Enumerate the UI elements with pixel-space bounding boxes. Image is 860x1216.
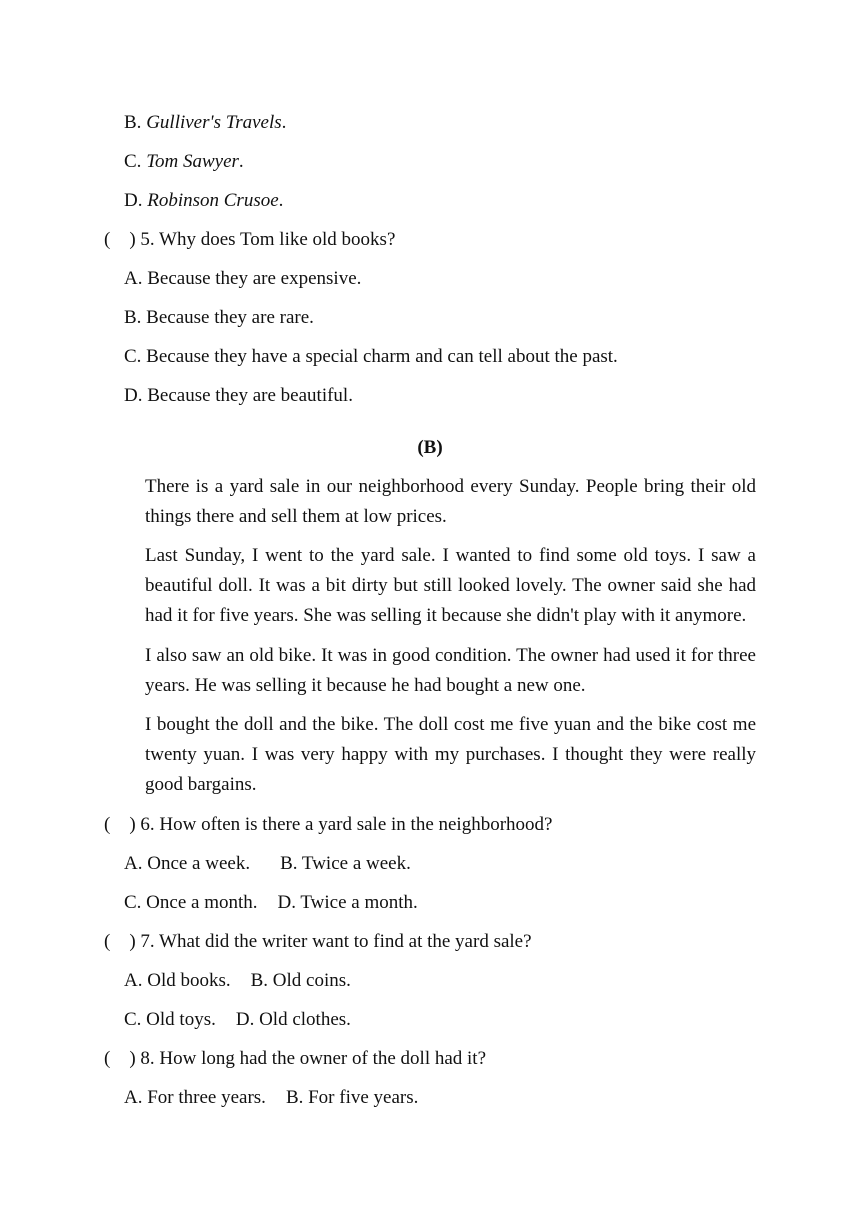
passage-paragraph-3: [104, 641, 756, 701]
q8-options-row-1: [124, 1088, 418, 1107]
option-b-prev: [124, 113, 286, 132]
q5-option-c: C. Because they have a special charm and can tell about the past.: [124, 346, 618, 367]
option-d-prev: [124, 191, 283, 210]
paragraph-text: I bought the doll and the bike. The doll cost me five yuan and the bike cost me twenty yuan. I was very happy with my purchases. I thought they were really good bargains.: [145, 714, 756, 795]
passage-paragraph-2: [104, 541, 756, 631]
q6-option-b: B. Twice a week.: [280, 853, 411, 874]
q5-option-d: D. Because they are beautiful.: [124, 385, 353, 406]
q8-option-a: A. For three years.: [124, 1087, 266, 1108]
q5-option-a: A. Because they are expensive.: [124, 268, 362, 289]
q7-option-a: A. Old books.: [124, 970, 231, 991]
option-letter: C.: [124, 151, 147, 172]
option-letter: B.: [124, 112, 147, 133]
passage-paragraph-1: [104, 472, 756, 532]
option-punct: .: [278, 190, 284, 211]
q6-option-d: D. Twice a month.: [277, 892, 418, 913]
book-title: Robinson Crusoe: [147, 190, 279, 211]
question-5: ( ) 5. Why does Tom like old books?: [104, 229, 396, 250]
question-6: ( ) 6. How often is there a yard sale in the neighborhood?: [104, 814, 553, 835]
paragraph-text: There is a yard sale in our neighborhood every Sunday. People bring their old things there and sell them at low prices.: [145, 476, 756, 527]
passage-paragraph-4: [104, 710, 756, 800]
book-title: Tom Sawyer: [146, 151, 239, 172]
q5-option-b: B. Because they are rare.: [124, 307, 314, 328]
paragraph-text: Last Sunday, I went to the yard sale. I wanted to find some old toys. I saw a beautiful doll. It was a bit dirty but still looked lovely. The owner said she had had it for five years. She was selling it because she didn't play with it anymore.: [145, 545, 756, 626]
option-punct: .: [238, 151, 244, 172]
q6-option-c: C. Once a month.: [124, 892, 258, 913]
q7-options-row-1: [124, 971, 351, 990]
question-8: ( ) 8. How long had the owner of the doll had it?: [104, 1048, 487, 1069]
option-punct: .: [281, 112, 287, 133]
option-c-prev: [124, 152, 244, 171]
q6-option-a: A. Once a week.: [124, 853, 251, 874]
question-7: ( ) 7. What did the writer want to find at the yard sale?: [104, 931, 532, 952]
option-letter: D.: [124, 190, 148, 211]
q7-option-d: D. Old clothes.: [235, 1009, 351, 1030]
book-title: Gulliver's Travels: [146, 112, 282, 133]
q8-option-b: B. For five years.: [285, 1087, 419, 1108]
section-heading: (B): [417, 437, 443, 458]
paragraph-text: I also saw an old bike. It was in good condition. The owner had used it for three years. He was selling it because he had bought a new one.: [145, 645, 756, 696]
q7-option-b: B. Old coins.: [250, 970, 351, 991]
q7-options-row-2: [124, 1010, 351, 1029]
q6-options-row-1: [124, 854, 411, 873]
q7-option-c: C. Old toys.: [124, 1009, 216, 1030]
q6-options-row-2: [124, 893, 418, 912]
